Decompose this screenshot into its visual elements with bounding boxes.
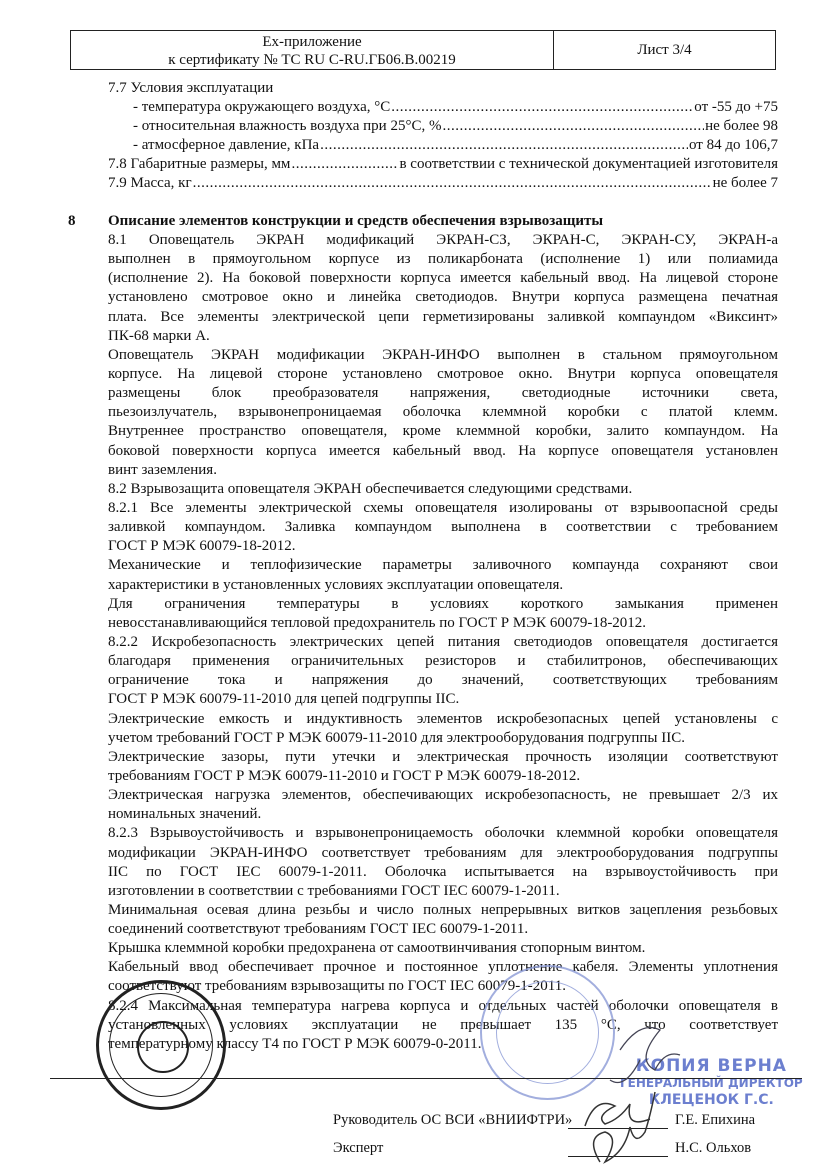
spec-label: - относительная влажность воздуха при 25°С, % [133, 118, 442, 135]
text-line: Кабельный ввод обеспечивает прочное и постоянное уплотнение кабеля. Элементы уплотнения [108, 959, 778, 976]
text-line: 8.2.1 Все элементы электрической схемы оповещателя изолированы от взрывоопасной среды [108, 499, 778, 516]
spec-value: от -55 до +75 [694, 99, 778, 115]
signature-role-expert: Эксперт [333, 1140, 384, 1156]
text-line: Для ограничения температуры в условиях короткого замыкания применен [108, 595, 778, 612]
spec-value: не более 7 [712, 175, 778, 192]
signature-name-expert: Н.С. Ольхов [675, 1140, 752, 1156]
text-line: Крышка клеммной коробки предохранена от самоотвинчивания стопорным винтом. [108, 940, 646, 957]
text-line: требованиям ГОСТ Р МЭК 60079-11-2010 и ГОСТ Р МЭК 60079-18-2012. [108, 767, 581, 784]
text-line: изготовлении в соответствии с требованиями ГОСТ IEC 60079-1-2011. [108, 882, 560, 899]
spec-label: - атмосферное давление, кПа [133, 137, 320, 154]
signature-name-head: Г.Е. Епихина [675, 1112, 756, 1128]
text-line: ограничение тока и напряжения до значений, соответствующих требованиям [108, 672, 778, 689]
text-line: 8.2 Взрывозащита оповещателя ЭКРАН обеспечивается следующими средствами. [108, 480, 633, 497]
section-number: 8 [68, 213, 76, 229]
spec-7-7-title: 7.7 Условия эксплуатации [108, 80, 274, 96]
text-line: размещены блок преобразователя напряжения, светодиодные источники света, [108, 385, 778, 402]
signature-expert-mark [594, 1092, 655, 1162]
text-line: 8.2.2 Искробезопасность электрических цепей питания светодиодов оповещателя достигается [108, 633, 778, 650]
sheet-number: Лист 3/4 [637, 41, 692, 58]
text-line: ГОСТ Р МЭК 60079-11-2010 для цепей подгруппы IIC. [108, 691, 460, 708]
stamp-copy-line3: КЛЕЦЕНОК Г.С. [648, 1092, 774, 1108]
text-line: характеристики в установленных условиях эксплуатации оповещателя. [108, 576, 564, 593]
text-line: Минимальная осевая длина резьбы и число полных непрерывных витков зацепления резьбовых [108, 901, 778, 918]
text-line: Оповещатель ЭКРАН модификации ЭКРАН-ИНФО выполнен в стальном прямоугольном [108, 346, 778, 363]
signature-head-mark [585, 1104, 650, 1127]
text-line: плата. Все элементы электрической цепи герметизированы заливкой компаундом «Виксинт» [108, 308, 778, 325]
text-line: невосстанавливающийся тепловой предохранитель по ГОСТ Р МЭК 60079-18-2012. [108, 614, 647, 631]
spec-value: в соответствии с технической документацией изготовителя [399, 156, 778, 173]
spec-label: 7.9 Масса, кг [108, 175, 192, 192]
spec-value: от 84 до 106,7 [689, 137, 778, 154]
text-line: благодаря применения ограничительных резисторов и стабилитронов, обеспечивающих [108, 653, 778, 670]
text-line: соединений соответствуют требованиям ГОСТ IEC 60079-1-2011. [108, 921, 529, 938]
text-line: установлено смотровое окно и линейка светодиодов. Внутри корпуса размещена печатная [108, 289, 778, 306]
stamp-copy-line2: ГЕНЕРАЛЬНЫЙ ДИРЕКТОР [620, 1076, 803, 1090]
signature-director-mark [610, 1028, 680, 1083]
text-line: соответствуют требованиям взрывозащиты по ГОСТ IEC 60079-1-2011. [108, 978, 566, 995]
text-line: Электрическая нагрузка элементов, обеспечивающих искробезопасность, не превышает 2/3 их [108, 787, 778, 804]
text-line: пьезоизлучатель, взрывонепроницаемая оболочка клеммной коробки с платой клемм. [108, 404, 778, 421]
text-line: температурному классу Т4 по ГОСТ Р МЭК 60079-0-2011. [108, 1035, 482, 1052]
text-line: выполнен в прямоугольном корпусе из поликарбоната (исполнение 1) или полиамида [108, 251, 778, 268]
text-line: боковой поверхности корпуса имеется кабельный ввод. На корпусе оповещателя установлен [108, 442, 778, 459]
text-line: 8.2.4 Максимальная температура нагрева корпуса и отдельных частей оболочки оповещателя в [108, 997, 778, 1014]
text-line: винт заземления. [108, 461, 217, 478]
text-line: (исполнение 2). На боковой поверхности корпуса имеется кабельный ввод. На лицевой стороне [108, 270, 778, 287]
text-line: корпусе. На лицевой стороне установлено смотровое окно. Внутри корпуса оповещателя [108, 365, 778, 382]
text-line: модификации ЭКРАН-ИНФО соответствует требованиям для электрооборудования подгруппы [108, 844, 778, 861]
text-line: заливкой компаундом. Заливка компаундом выполнена в соответствии с требованием [108, 519, 778, 536]
text-line: ГОСТ Р МЭК 60079-18-2012. [108, 538, 296, 555]
text-line: Электрические зазоры, пути утечки и электрическая прочность изоляции соответствуют [108, 748, 778, 765]
text-line: установленных условиях эксплуатации не превышает 135 °С, что соответствует [108, 1016, 778, 1033]
spec-label: - температура окружающего воздуха, °С [133, 99, 391, 115]
text-line: IIC по ГОСТ IEC 60079-1-2011. Оболочка испытывается на взрывоустойчивость при [108, 863, 778, 880]
text-line: учетом требований ГОСТ Р МЭК 60079-11-2010 для электрооборудования подгруппы IIC. [108, 729, 686, 746]
stamp-copy-line1: КОПИЯ ВЕРНА [635, 1056, 787, 1076]
section-title: Описание элементов конструкции и средств обеспечения взрывозащиты [108, 213, 604, 229]
spec-value: не более 98 [705, 118, 778, 135]
text-line: Электрические емкость и индуктивность элементов искробезопасных цепей установлены с [108, 710, 778, 727]
text-line: Внутреннее пространство оповещателя, кроме клеммной коробки, залито компаундом. На [108, 423, 778, 440]
header-title-line1: Ex-приложение [262, 34, 362, 50]
text-line: номинальных значений. [108, 806, 262, 823]
text-line: ПК-68 марки А. [108, 327, 210, 344]
signature-role-head: Руководитель ОС ВСИ «ВНИИФТРИ» [333, 1112, 573, 1128]
text-line: Механические и теплофизические параметры заливочного компаунда сохраняют свои [108, 557, 778, 574]
spec-label: 7.8 Габаритные размеры, мм [108, 156, 291, 173]
text-line: 8.1 Оповещатель ЭКРАН модификаций ЭКРАН-СЗ, ЭКРАН-С, ЭКРАН-СУ, ЭКРАН-а [108, 232, 778, 248]
text-line: 8.2.3 Взрывоустойчивость и взрывонепроницаемость оболочки клеммной коробки оповещателя [108, 825, 778, 842]
header-certificate-number: к сертификату № ТС RU C-RU.ГБ06.В.00219 [168, 52, 456, 68]
